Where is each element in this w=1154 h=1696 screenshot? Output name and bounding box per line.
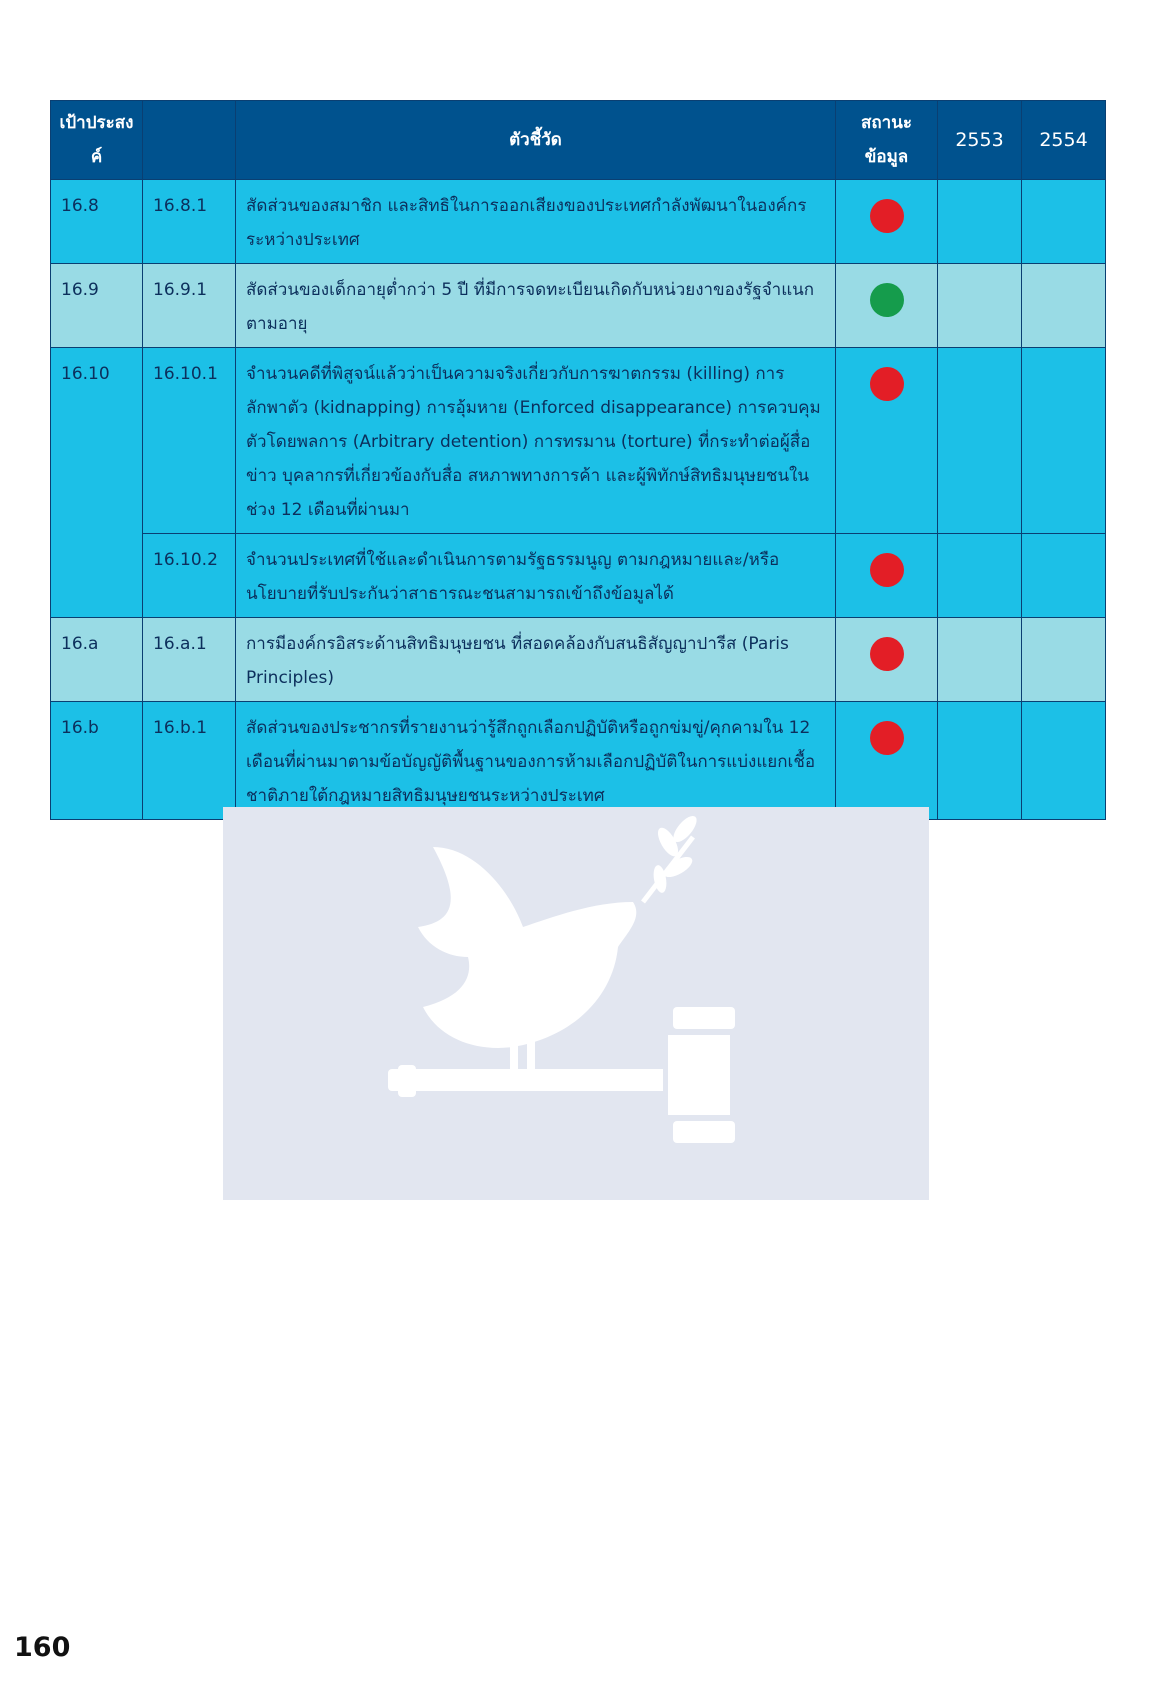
goal-cell: 16.b xyxy=(51,702,143,820)
table-header-row xyxy=(51,101,1106,180)
year-2553-cell xyxy=(938,534,1022,618)
table-row xyxy=(51,348,1106,534)
year-2554-cell xyxy=(1022,348,1106,534)
status-dot xyxy=(870,637,904,671)
code-cell: 16.10.2 xyxy=(143,534,236,618)
indicator-text: สัดส่วนของประชากรที่รายงานว่ารู้สึกถูกเลือกปฏิบัติหรือถูกข่มขู่/คุกคามใน 12 เดือนที่ผ่านมาตามข้อบัญญัติพื้นฐานของการห้ามเลือกปฏิบัติในการแบ่งแยกเชื้อชาติภายใต้กฎหมายสิทธิมนุษยชนระหว่างประเทศ xyxy=(236,702,836,820)
code-cell: 16.9.1 xyxy=(143,264,236,348)
status-dot xyxy=(870,553,904,587)
status-cell xyxy=(836,618,938,702)
table-row xyxy=(51,534,1106,618)
indicator-text: การมีองค์กรอิสระด้านสิทธิมนุษยชน ที่สอดคล้องกับสนธิสัญญาปารีส (Paris Principles) xyxy=(236,618,836,702)
status-cell xyxy=(836,534,938,618)
code-cell: 16.b.1 xyxy=(143,702,236,820)
year-2554-cell xyxy=(1022,180,1106,264)
table-row xyxy=(51,264,1106,348)
indicator-text: สัดส่วนของเด็กอายุต่ำกว่า 5 ปี ที่มีการจดทะเบียนเกิดกับหน่วยงาของรัฐจำแนกตามอายุ xyxy=(236,264,836,348)
goal-cell: 16.10 xyxy=(51,348,143,618)
code-cell: 16.8.1 xyxy=(143,180,236,264)
indicator-text: จำนวนประเทศที่ใช้และดำเนินการตามรัฐธรรมนูญ ตามกฎหมายและ/หรือนโยบายที่รับประกันว่าสาธารณะชนสามารถเข้าถึงข้อมูลได้ xyxy=(236,534,836,618)
status-header: สถานะข้อมูล xyxy=(836,101,938,180)
status-dot xyxy=(870,199,904,233)
code-cell: 16.10.1 xyxy=(143,348,236,534)
dove-gavel-icon xyxy=(223,807,929,1200)
code-header xyxy=(143,101,236,180)
indicator-text: สัดส่วนของสมาชิก และสิทธิในการออกเสียงของประเทศกำลังพัฒนาในองค์กรระหว่างประเทศ xyxy=(236,180,836,264)
goal-cell: 16.8 xyxy=(51,180,143,264)
year-2553-cell xyxy=(938,348,1022,534)
goal-cell: 16.a xyxy=(51,618,143,702)
status-cell xyxy=(836,702,938,820)
year-2554-cell xyxy=(1022,702,1106,820)
year-2553-cell xyxy=(938,180,1022,264)
peace-dove-gavel-watermark xyxy=(223,807,929,1200)
status-cell xyxy=(836,180,938,264)
goal-header: เป้าประสงค์ xyxy=(51,101,143,180)
year-2554-cell xyxy=(1022,264,1106,348)
year-2553-header: 2553 xyxy=(938,101,1022,180)
indicator-table xyxy=(50,100,1106,820)
indicator-header: ตัวชี้วัด xyxy=(236,101,836,180)
status-dot xyxy=(870,721,904,755)
status-cell xyxy=(836,264,938,348)
status-dot xyxy=(870,367,904,401)
year-2554-cell xyxy=(1022,534,1106,618)
code-cell: 16.a.1 xyxy=(143,618,236,702)
status-dot xyxy=(870,283,904,317)
year-2553-cell xyxy=(938,702,1022,820)
status-cell xyxy=(836,348,938,534)
year-2554-cell xyxy=(1022,618,1106,702)
year-2554-header: 2554 xyxy=(1022,101,1106,180)
year-2553-cell xyxy=(938,618,1022,702)
table-row xyxy=(51,702,1106,820)
page-number: 160 xyxy=(14,1632,71,1663)
table-row xyxy=(51,180,1106,264)
indicator-text: จำนวนคดีที่พิสูจน์แล้วว่าเป็นความจริงเกี่ยวกับการฆาตกรรม (killing) การลักพาตัว (kidnapping) การอุ้มหาย (Enforced disappearance) การควบคุมตัวโดยพลการ (Arbitrary detention) การทรมาน (torture) ที่กระทำต่อผู้สื่อข่าว บุคลากรที่เกี่ยวข้องกับสื่อ สหภาพทางการค้า และผู้พิทักษ์สิทธิมนุษยชนในช่วง 12 เดือนที่ผ่านมา xyxy=(236,348,836,534)
table-row xyxy=(51,618,1106,702)
goal-cell: 16.9 xyxy=(51,264,143,348)
year-2553-cell xyxy=(938,264,1022,348)
